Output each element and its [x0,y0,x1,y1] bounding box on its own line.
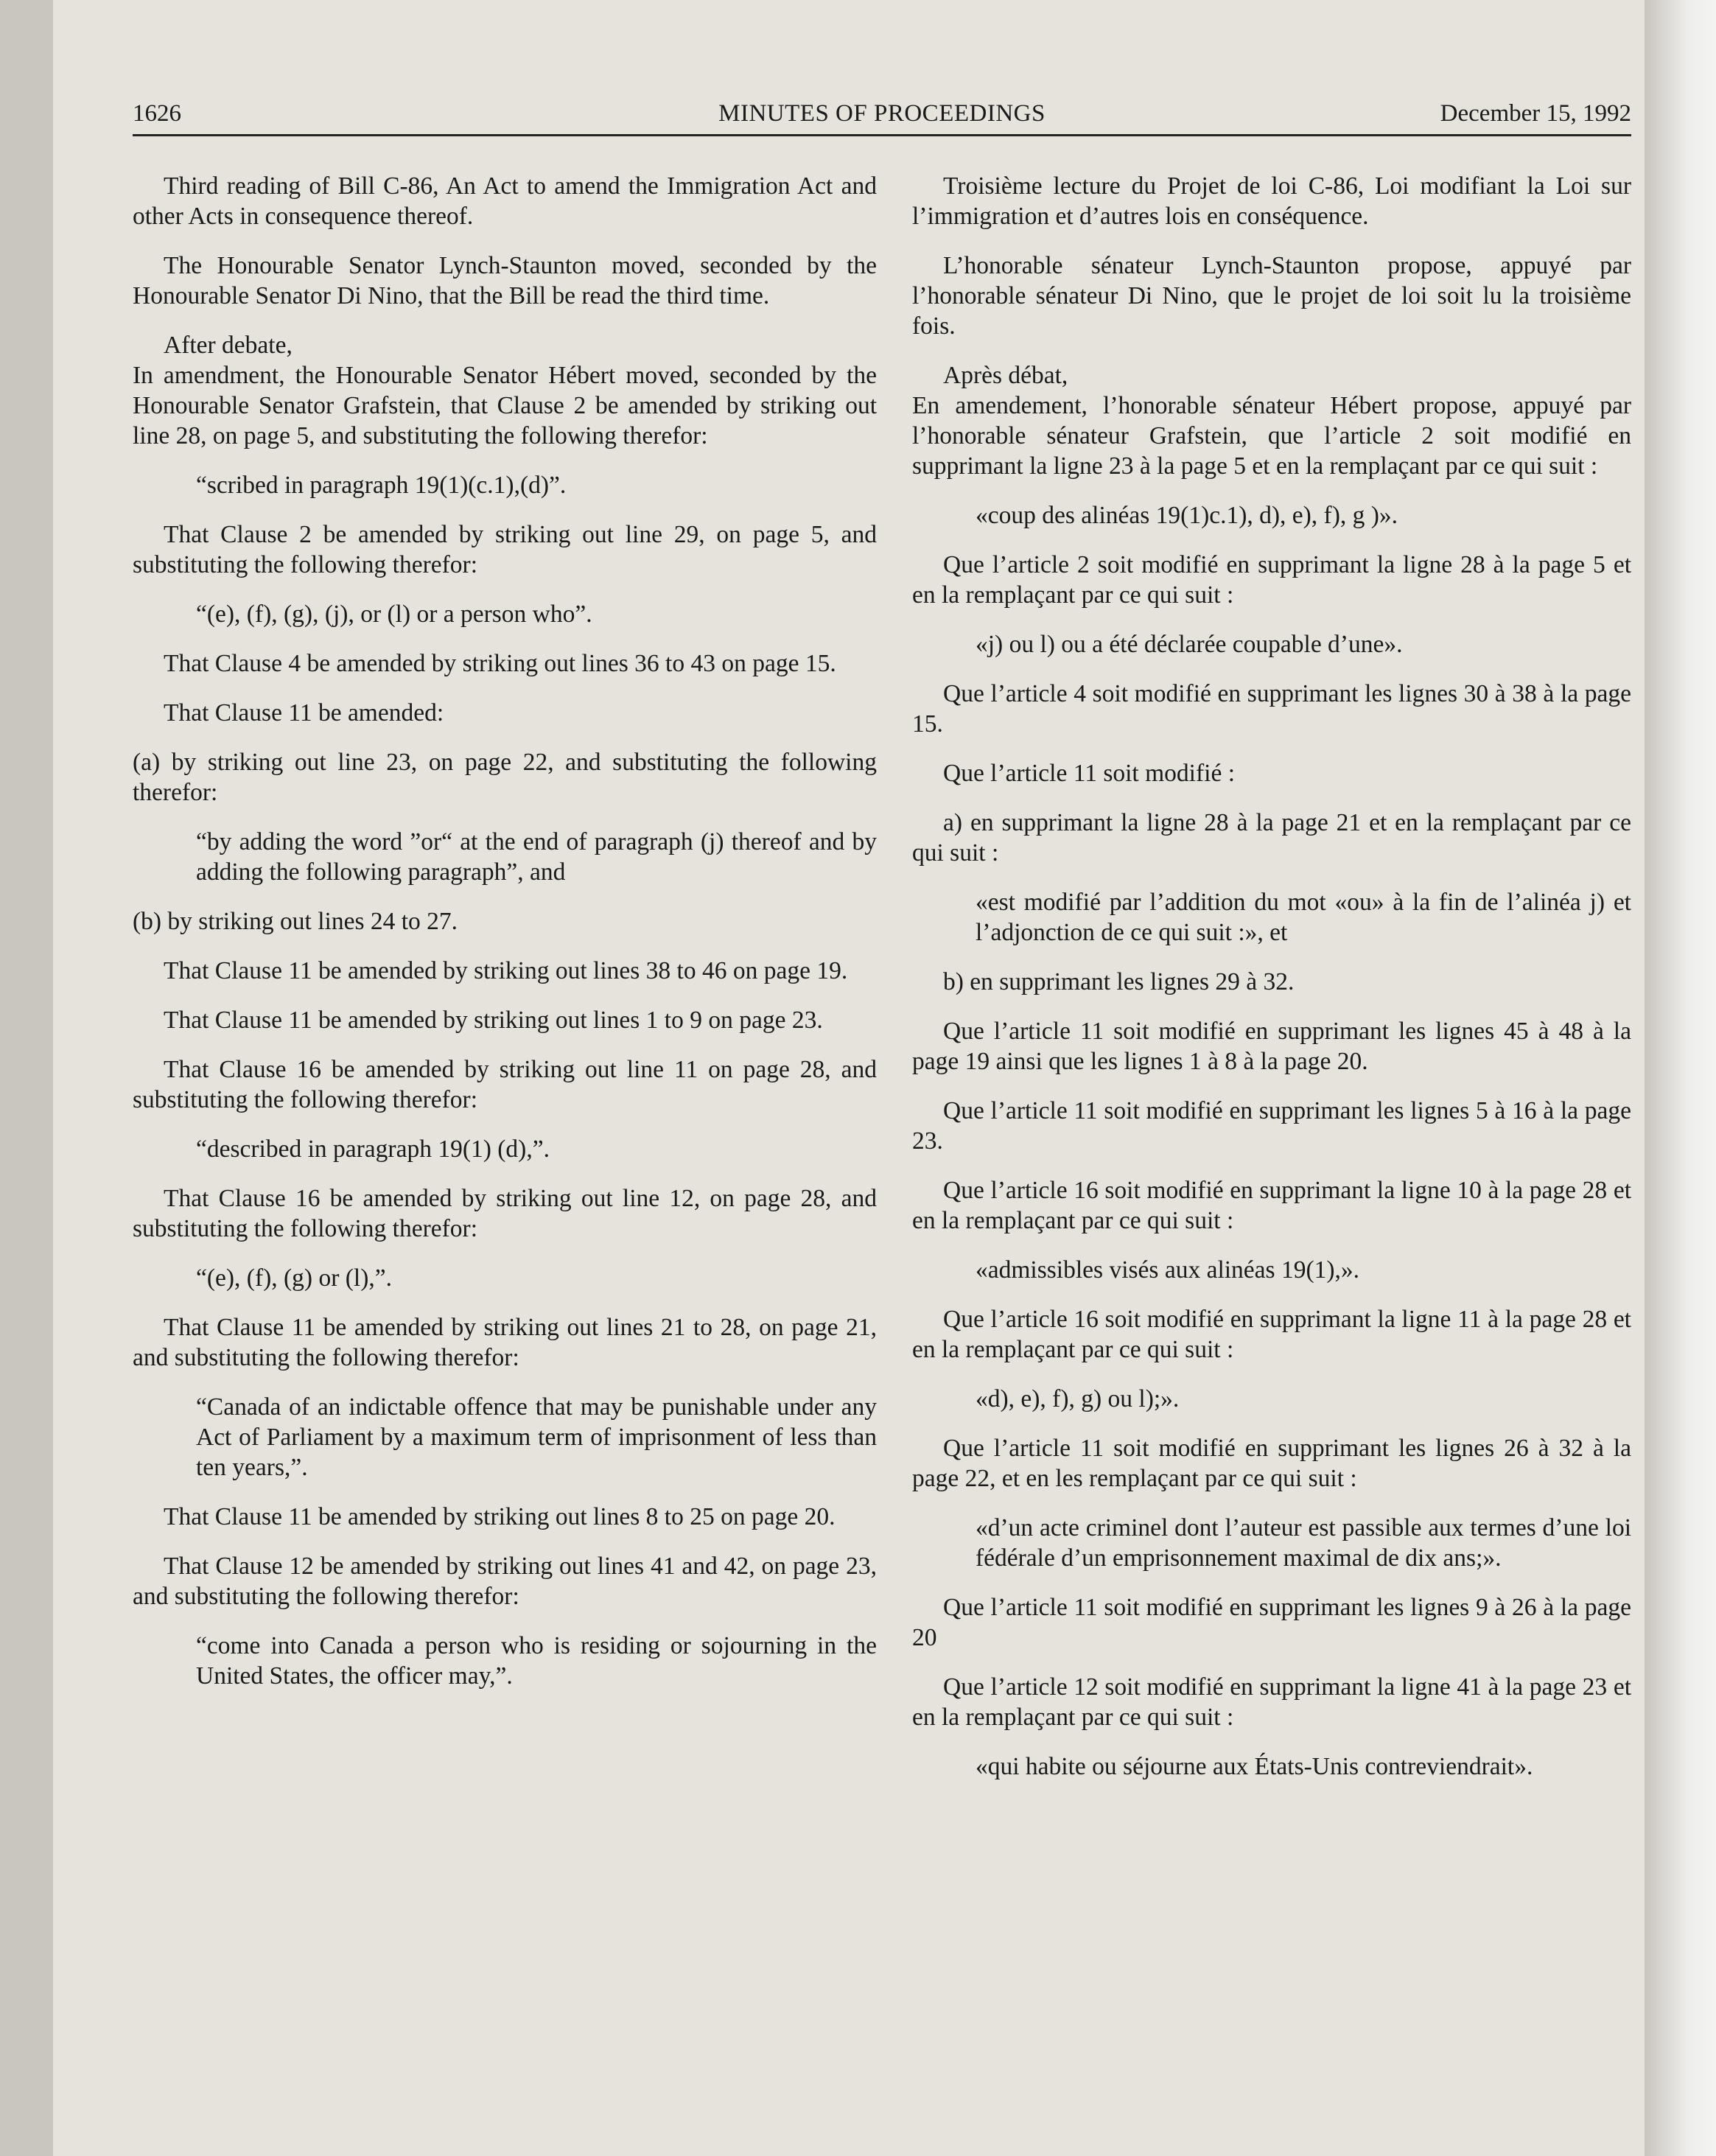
paragraph: (a) by striking out line 23, on page 22, and substituting the following therefor: [133,749,877,806]
paragraph: a) en supprimant la ligne 28 à la page 21 et en la remplaçant par ce qui suit : [912,809,1631,867]
paragraph: Que l’article 11 soit modifié en supprimant les lignes 45 à 48 à la page 19 ainsi que les lignes 1 à 8 à la page 20. [912,1018,1631,1075]
quoted-amendment: «admissibles visés aux alinéas 19(1),». [976,1256,1360,1284]
paragraph: After debate, [164,332,293,359]
running-title: MINUTES OF PROCEEDINGS [718,100,1046,127]
header-date: December 15, 1992 [1440,100,1631,127]
french-column [912,171,1631,1782]
quoted-amendment: “scribed in paragraph 19(1)(c.1),(d)”. [196,472,567,499]
paragraph: En amendement, l’honorable sénateur Hébert propose, appuyé par l’honorable sénateur Grafstein, que l’article 2 soit modifié en supprimant la ligne 23 à la page 5 et en la remplaçant par ce qui suit : [912,392,1631,480]
paragraph: (b) by striking out lines 24 to 27. [133,908,458,935]
paragraph: Que l’article 12 soit modifié en supprimant la ligne 41 à la page 23 et en la remplaçant par ce qui suit : [912,1673,1631,1731]
paragraph: Que l’article 11 soit modifié : [943,760,1235,787]
quoted-amendment: “(e), (f), (g) or (l),”. [196,1264,392,1292]
quoted-amendment: “come into Canada a person who is residing or sojourning in the United States, the officer may,”. [196,1632,877,1690]
quoted-amendment: “described in paragraph 19(1) (d),”. [196,1135,550,1163]
paragraph: Que l’article 11 soit modifié en supprimant les lignes 26 à 32 à la page 22, et en les remplaçant par ce qui suit : [912,1435,1631,1492]
quoted-amendment: «d’un acte criminel dont l’auteur est passible aux termes d’une loi fédérale d’un emprisonnement maximal de dix ans;». [976,1514,1631,1572]
paragraph: That Clause 4 be amended by striking out lines 36 to 43 on page 15. [164,650,836,677]
page-number: 1626 [133,100,181,127]
quoted-amendment: «coup des alinéas 19(1)c.1), d), e), f), g )». [976,502,1398,529]
paragraph: Que l’article 2 soit modifié en supprimant la ligne 28 à la page 5 et en la remplaçant par ce qui suit : [912,551,1631,609]
paragraph: Que l’article 16 soit modifié en supprimant la ligne 11 à la page 28 et en la remplaçant par ce qui suit : [912,1306,1631,1363]
paragraph: L’honorable sénateur Lynch-Staunton propose, appuyé par l’honorable sénateur Di Nino, que le projet de loi soit lu la troisième fois. [912,252,1631,340]
paragraph: In amendment, the Honourable Senator Hébert moved, seconded by the Honourable Senator Grafstein, that Clause 2 be amended by striking out line 28, on page 5, and substituting the following therefor: [133,362,877,449]
quoted-amendment: “Canada of an indictable offence that may be punishable under any Act of Parliament by a maximum term of imprisonment of less than ten years,”. [196,1393,877,1481]
paragraph: That Clause 16 be amended by striking out line 11 on page 28, and substituting the following therefor: [133,1056,877,1113]
quoted-amendment: «qui habite ou séjourne aux États-Unis contreviendrait». [976,1753,1533,1780]
paragraph: Que l’article 4 soit modifié en supprimant les lignes 30 à 38 à la page 15. [912,680,1631,738]
paragraph: The Honourable Senator Lynch-Staunton moved, seconded by the Honourable Senator Di Nino, that the Bill be read the third time. [133,252,877,309]
header-rule [133,134,1631,136]
english-column [133,171,877,1691]
paragraph: That Clause 2 be amended by striking out line 29, on page 5, and substituting the following therefor: [133,521,877,578]
paragraph: That Clause 11 be amended by striking out lines 1 to 9 on page 23. [164,1007,823,1034]
quoted-amendment: “(e), (f), (g), (j), or (l) or a person who”. [196,601,592,628]
page-edge [1645,0,1716,2156]
quoted-amendment: «est modifié par l’addition du mot «ou» à la fin de l’alinéa j) et l’adjonction de ce qui suit :», et [976,889,1631,946]
paragraph: That Clause 11 be amended by striking out lines 38 to 46 on page 19. [164,957,848,984]
paragraph: Que l’article 11 soit modifié en supprimant les lignes 9 à 26 à la page 20 [912,1594,1631,1651]
quoted-amendment: «j) ou l) ou a été déclarée coupable d’une». [976,631,1403,658]
paragraph: That Clause 12 be amended by striking out lines 41 and 42, on page 23, and substituting the following therefor: [133,1553,877,1610]
quoted-amendment: “by adding the word ”or“ at the end of paragraph (j) thereof and by adding the following paragraph”, and [196,828,877,886]
paragraph: That Clause 11 be amended by striking out lines 8 to 25 on page 20. [164,1503,836,1530]
paragraph: Après débat, [943,362,1068,389]
paragraph: Que l’article 16 soit modifié en supprimant la ligne 10 à la page 28 et en la remplaçant par ce qui suit : [912,1177,1631,1234]
page-header [133,94,1631,133]
paragraph: Third reading of Bill C-86, An Act to amend the Immigration Act and other Acts in consequence thereof. [133,172,877,230]
paragraph: Que l’article 11 soit modifié en supprimant les lignes 5 à 16 à la page 23. [912,1097,1631,1155]
paragraph: That Clause 11 be amended: [164,699,444,727]
paragraph: That Clause 16 be amended by striking out line 12, on page 28, and substituting the following therefor: [133,1185,877,1242]
paragraph: That Clause 11 be amended by striking out lines 21 to 28, on page 21, and substituting the following therefor: [133,1314,877,1371]
quoted-amendment: «d), e), f), g) ou l);». [976,1385,1180,1413]
paragraph: b) en supprimant les lignes 29 à 32. [943,968,1295,995]
paragraph: Troisième lecture du Projet de loi C-86, Loi modifiant la Loi sur l’immigration et d’autres lois en conséquence. [912,172,1631,230]
